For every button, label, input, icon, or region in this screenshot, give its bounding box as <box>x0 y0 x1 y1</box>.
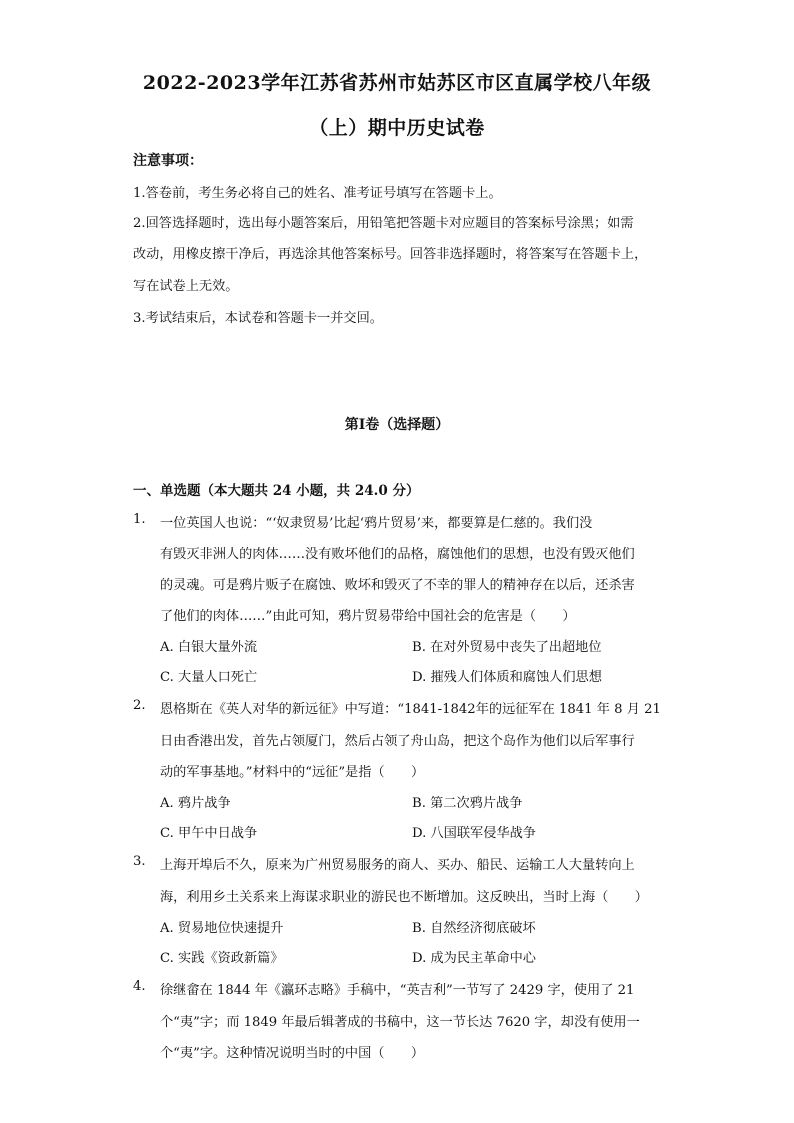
question-number: 3. <box>133 854 146 869</box>
option-d: D. 摧残人们体质和腐蚀人们思想 <box>412 670 602 685</box>
option-b: B. 自然经济彻底破坏 <box>412 921 536 936</box>
question-text: 个“夷”字。这种情况说明当时的中国（ ） <box>160 1046 425 1061</box>
option-a: A. 贸易地位快速提升 <box>160 921 284 936</box>
question-text: 海，利用乡土关系来上海谋求职业的游民也不断增加。这反映出，当时上海（ ） <box>160 890 648 905</box>
option-d: D. 成为民主革命中心 <box>412 951 536 966</box>
question-text: 徐继畲在 1844 年《瀛环志略》手稿中，“英吉利”一节写了 2429 字，使用了 21 <box>160 983 635 998</box>
question-text: 的灵魂。可是鸦片贩子在腐蚀、败坏和毁灭了不幸的罪人的精神存在以后，还杀害 <box>160 578 635 593</box>
notice-line: 写在试卷上无效。 <box>133 279 239 294</box>
option-c: C. 实践《资政新篇》 <box>160 951 284 966</box>
option-d: D. 八国联军侵华战争 <box>412 826 536 841</box>
question-text: 有毁灭非洲人的肉体……没有败坏他们的品格，腐蚀他们的思想，也没有毁灭他们 <box>160 547 635 562</box>
notice-line: 1.答卷前，考生务必将自己的姓名、准考证号填写在答题卡上。 <box>133 186 502 201</box>
notice-heading: 注意事项： <box>133 153 203 169</box>
exam-title-line1: 2022-2023学年江苏省苏州市姑苏区市区直属学校八年级 <box>142 72 652 94</box>
option-a: A. 鸦片战争 <box>160 796 231 811</box>
option-a: A. 白银大量外流 <box>160 640 258 655</box>
question-text: 上海开埠后不久，原来为广州贸易服务的商人、买办、船民、运输工人大量转向上 <box>160 858 635 873</box>
notice-line: 2.回答选择题时，选出每小题答案后，用铅笔把答题卡对应题目的答案标号涂黑；如需 <box>133 216 634 231</box>
question-text: 个“夷”字；而 1849 年最后辑著成的书稿中，这一节长达 7620 字，却没有使用一 <box>160 1015 640 1030</box>
option-c: C. 甲午中日战争 <box>160 826 258 841</box>
question-text: 了他们的肉体……”由此可知，鸦片贸易带给中国社会的危害是（ ） <box>160 609 576 624</box>
question-text: 恩格斯在《英人对华的新远征》中写道：“1841-1842年的远征军在 1841 年 8 月 21 <box>160 702 661 717</box>
question-number: 1. <box>133 512 146 527</box>
exam-title-line2: （上）期中历史试卷 <box>309 117 485 139</box>
question-text: 一位英国人也说：“‘奴隶贸易’比起‘鸦片贸易’来，都要算是仁慈的。我们没 <box>160 516 593 531</box>
notice-line: 3.考试结束后，本试卷和答题卡一并交回。 <box>133 311 383 326</box>
option-b: B. 在对外贸易中丧失了出超地位 <box>412 640 602 655</box>
option-b: B. 第二次鸦片战争 <box>412 796 523 811</box>
question-text: 动的军事基地。”材料中的“远征”是指（ ） <box>160 765 425 780</box>
option-c: C. 大量人口死亡 <box>160 670 258 685</box>
section-title: 第I卷（选择题） <box>344 417 450 433</box>
question-text: 日由香港出发，首先占领厦门，然后占领了舟山岛，把这个岛作为他们以后军事行 <box>160 734 635 749</box>
question-number: 2. <box>133 698 146 713</box>
notice-line: 改动，用橡皮擦干净后，再选涂其他答案标号。回答非选择题时，将答案写在答题卡上， <box>133 247 648 262</box>
question-number: 4. <box>133 979 146 994</box>
part-title: 一、单选题（本大题共 24 小题，共 24.0 分） <box>133 483 420 499</box>
